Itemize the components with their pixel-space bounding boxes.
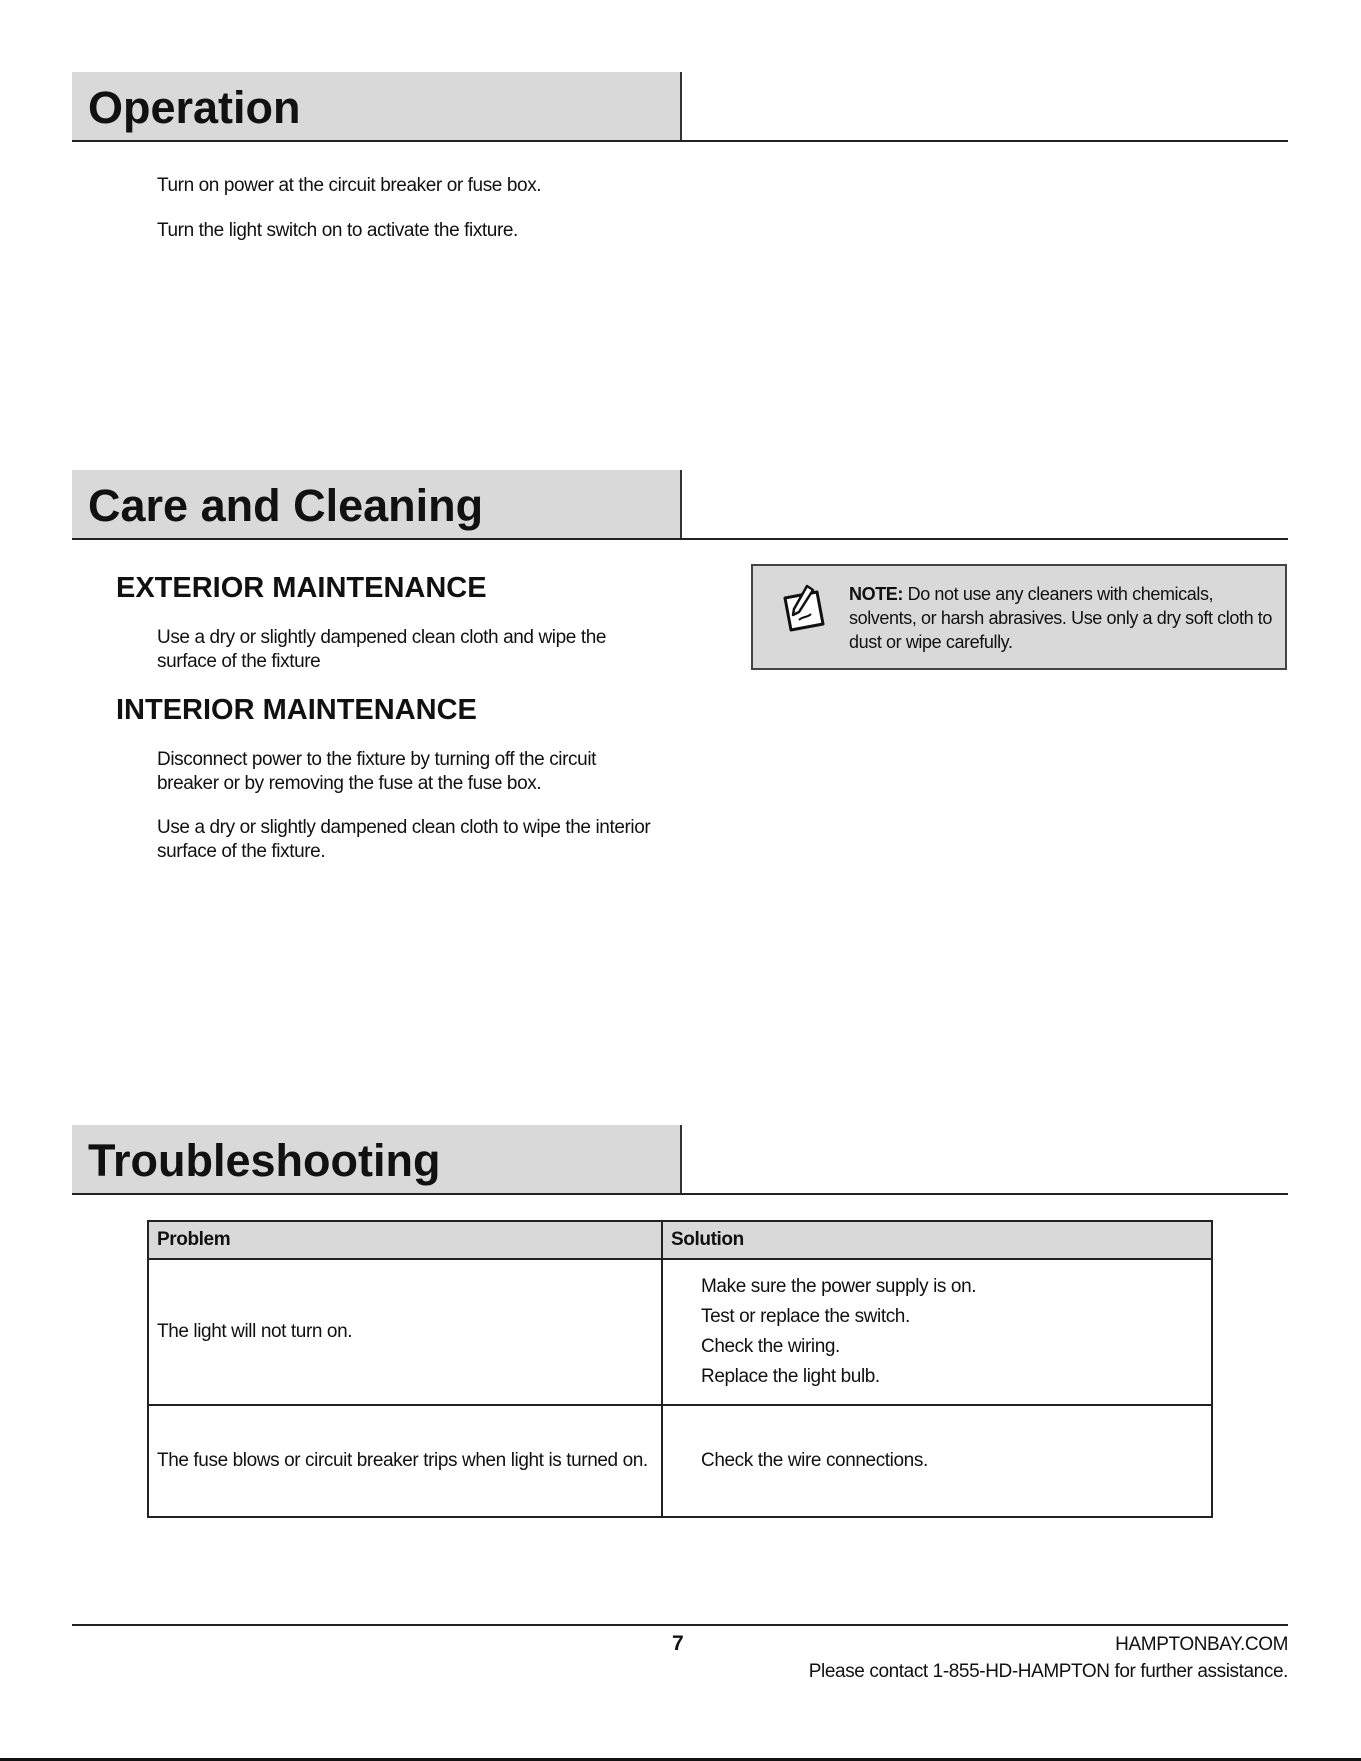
footer-website: HAMPTONBAY.COM — [1115, 1634, 1288, 1655]
operation-section-header — [72, 72, 1288, 142]
table-header-row — [148, 1221, 1212, 1259]
solution-cell — [662, 1259, 1212, 1405]
table-row — [148, 1259, 1212, 1405]
interior-maintenance-step-1: Disconnect power to the fixture by turning off the circuit breaker or by removing the fuse at the fuse box. — [157, 749, 597, 794]
footer-contact: Please contact 1-855-HD-HAMPTON for further assistance. — [808, 1661, 1288, 1682]
solution-item: Check the wire connections. — [701, 1450, 928, 1471]
care-title: Care and Cleaning — [88, 480, 484, 531]
column-header-solution: Solution — [662, 1221, 1212, 1259]
note-text — [849, 582, 1277, 654]
problem-cell: The light will not turn on. — [148, 1259, 662, 1405]
note-label: NOTE: — [849, 584, 903, 604]
column-header-problem: Problem — [148, 1221, 662, 1259]
solution-item: Check the wiring. — [701, 1336, 840, 1357]
header-rule — [72, 1193, 1288, 1195]
troubleshooting-section-header — [72, 1125, 1288, 1195]
operation-step-2: Turn the light switch on to activate the fixture. — [157, 220, 518, 241]
page-number: 7 — [672, 1632, 684, 1655]
footer-rule — [72, 1624, 1288, 1626]
interior-maintenance-step-2: Use a dry or slightly dampened clean cloth to wipe the interior surface of the fixture. — [157, 817, 651, 862]
operation-title: Operation — [88, 82, 301, 133]
note-box — [751, 564, 1287, 670]
solution-item: Make sure the power supply is on. — [701, 1276, 977, 1297]
solution-item: Test or replace the switch. — [701, 1306, 910, 1327]
solution-cell — [662, 1405, 1212, 1517]
troubleshooting-table — [147, 1220, 1213, 1518]
exterior-maintenance-heading: EXTERIOR MAINTENANCE — [116, 572, 487, 604]
care-section-header — [72, 470, 1288, 540]
header-rule — [72, 538, 1288, 540]
note-body: Do not use any cleaners with chemicals, solvents, or harsh abrasives. Use only a dry soft cloth to dust or wipe carefully. — [849, 584, 1273, 652]
note-pencil-icon — [777, 582, 831, 636]
exterior-maintenance-text: Use a dry or slightly dampened clean cloth and wipe the surface of the fixture — [157, 627, 607, 672]
interior-maintenance-heading: INTERIOR MAINTENANCE — [116, 694, 477, 726]
problem-cell: The fuse blows or circuit breaker trips when light is turned on. — [148, 1405, 662, 1517]
table-row — [148, 1405, 1212, 1517]
header-rule — [72, 140, 1288, 142]
solution-item: Replace the light bulb. — [701, 1366, 880, 1387]
operation-step-1: Turn on power at the circuit breaker or fuse box. — [157, 175, 542, 196]
troubleshooting-title: Troubleshooting — [88, 1135, 441, 1186]
